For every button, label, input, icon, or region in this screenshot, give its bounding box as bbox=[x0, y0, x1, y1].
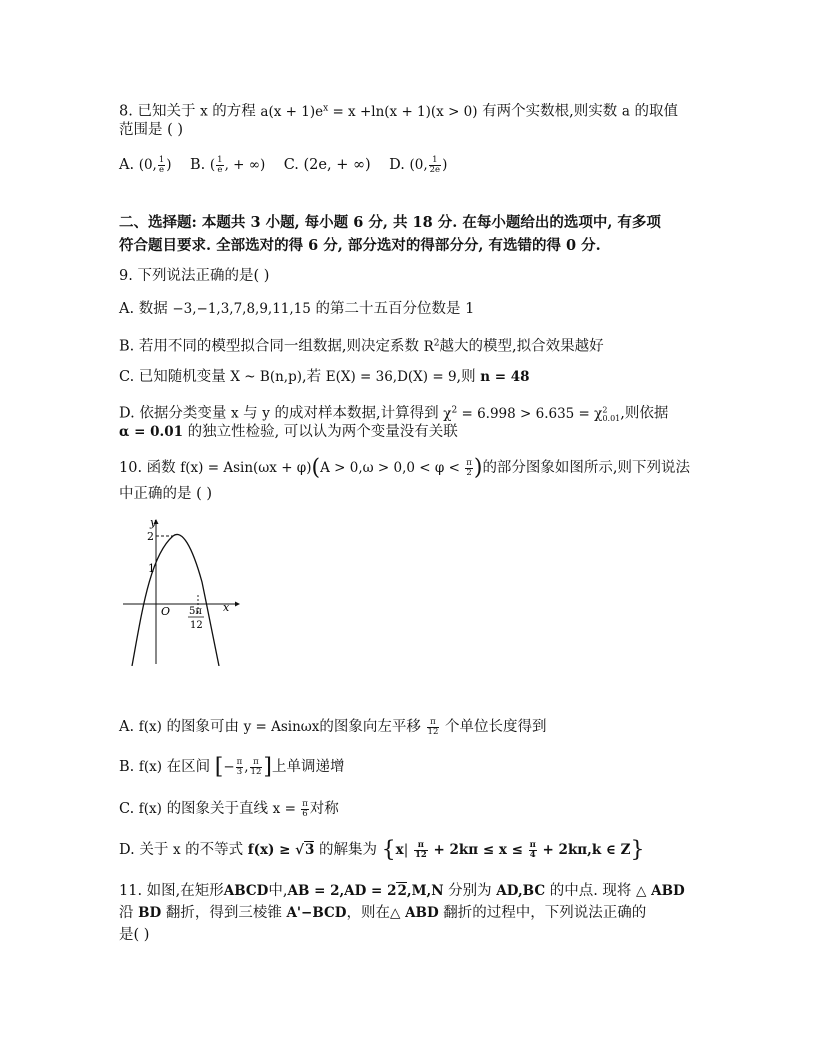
q10-option-b: B. f(x) 在区间 [− $\frac{\pi}{3}$ , $\frac{\pi}{12}$ ]上单调递增 bbox=[119, 754, 345, 780]
q10-stem-line2: 中正确的是 ( ) bbox=[119, 486, 213, 502]
x-axis-label: x bbox=[223, 601, 230, 614]
q8-option-a: A. (0, $\frac{1}{e}$ ) bbox=[119, 155, 172, 175]
q8-option-b: B. ( $\frac{1}{e}$ , + ∞) bbox=[190, 155, 266, 175]
q9-option-d-line2: α = 0.01 的独立性检验, 可以认为两个变量没有关联 bbox=[119, 424, 458, 440]
function-graph bbox=[120, 516, 240, 666]
q11-stem-line2: 沿 BD 翻折，得到三棱锥 A'−BCD，则在△ ABD 翻折的过程中，下列说法正确的 bbox=[119, 905, 647, 921]
q10-option-d: D. 关于 x 的不等式 f(x) ≥ √3 的解集为 {x| $\frac{\pi}{12}$ + 2kπ ≤ x ≤ $\frac{\pi}{4}$ + 2kπ,k ∈ Z} bbox=[119, 837, 645, 863]
q11-stem-line3: 是( ) bbox=[119, 927, 150, 943]
q8-option-c: C. (2e, + ∞) bbox=[283, 157, 371, 173]
section2-title-line2: 符合题目要求. 全部选对的得 6 分, 部分选对的得部分分, 有选错的得 0 分. bbox=[119, 237, 601, 254]
tick-label-2: 2 bbox=[147, 530, 154, 543]
q8-stem-line2: 范围是 ( ) bbox=[119, 122, 184, 138]
q8-options bbox=[119, 154, 699, 176]
q8-text: 有两个实数根,则实数 bbox=[482, 103, 618, 120]
q10-option-c: C. f(x) 的图象关于直线 x = $\frac{\pi}{6}$ 对称 bbox=[119, 799, 339, 819]
q9-option-c: C. 已知随机变量 X ~ B(n,p),若 E(X) = 36,D(X) = 9,则 n = 48 bbox=[119, 369, 530, 385]
sine-curve bbox=[132, 534, 219, 666]
q11-stem-line1: 11. 如图,在矩形ABCD中,AB = 2,AD = 22,M,N 分别为 AD,BC 的中点. 现将 △ ABD bbox=[119, 883, 685, 899]
q8-stem-line1: 8. 已知关于 x 的方程 $a(x + 1)e^x = x +\ln(x + 1)(x > 0)$ 有两个实数根,则实数 a 的取值 bbox=[119, 103, 679, 120]
q8-equation: $a(x + 1)e^x = x +\ln(x + 1)(x > 0)$ bbox=[260, 103, 478, 120]
q10-stem-line1: 10. 函数 f(x) = Asin(ωx + φ)(A > 0,ω > 0,0 < φ < $\frac{\pi}{2}$ )的部分图象如图所示,则下列说法 bbox=[119, 455, 691, 481]
q8-text: 的取值 bbox=[634, 103, 679, 120]
q9-option-a: A. 数据 −3,−1,3,7,8,9,11,15 的第二十五百分位数是 1 bbox=[119, 301, 475, 317]
q8-text: 8. 已知关于 bbox=[119, 103, 196, 120]
origin-label: O bbox=[161, 605, 171, 618]
q10-option-a: A. f(x) 的图象可由 y = Asinωx的图象向左平移 $\frac{\pi}{12}$ 个单位长度得到 bbox=[119, 716, 547, 737]
q8-text: 的方程 bbox=[212, 103, 256, 120]
tick-label-1: 1 bbox=[148, 562, 155, 575]
x-tick-numerator: 5π bbox=[189, 606, 202, 617]
y-axis-label: y bbox=[150, 516, 157, 529]
x-axis-arrow bbox=[235, 602, 240, 607]
q9-option-d-line1: D. 依据分类变量 x 与 y 的成对样本数据,计算得到 $\chi^2 = 6.998 > 6.635 = \chi^2_{0.01}$,则依据 bbox=[119, 405, 669, 424]
q9-option-b: B. 若用不同的模型拟合同一组数据,则决定系数 $R^2$越大的模型,拟合效果越好 bbox=[119, 338, 604, 355]
q9-stem: 9. 下列说法正确的是( ) bbox=[119, 268, 270, 284]
section2-title-line1: 二、选择题: 本题共 3 小题, 每小题 6 分, 共 18 分. 在每小题给出的选项中, 有多项 bbox=[119, 214, 661, 231]
x-tick-denominator: 12 bbox=[190, 620, 203, 631]
q8-option-d: D. (0, $\frac{1}{2e}$ ) bbox=[389, 155, 448, 175]
